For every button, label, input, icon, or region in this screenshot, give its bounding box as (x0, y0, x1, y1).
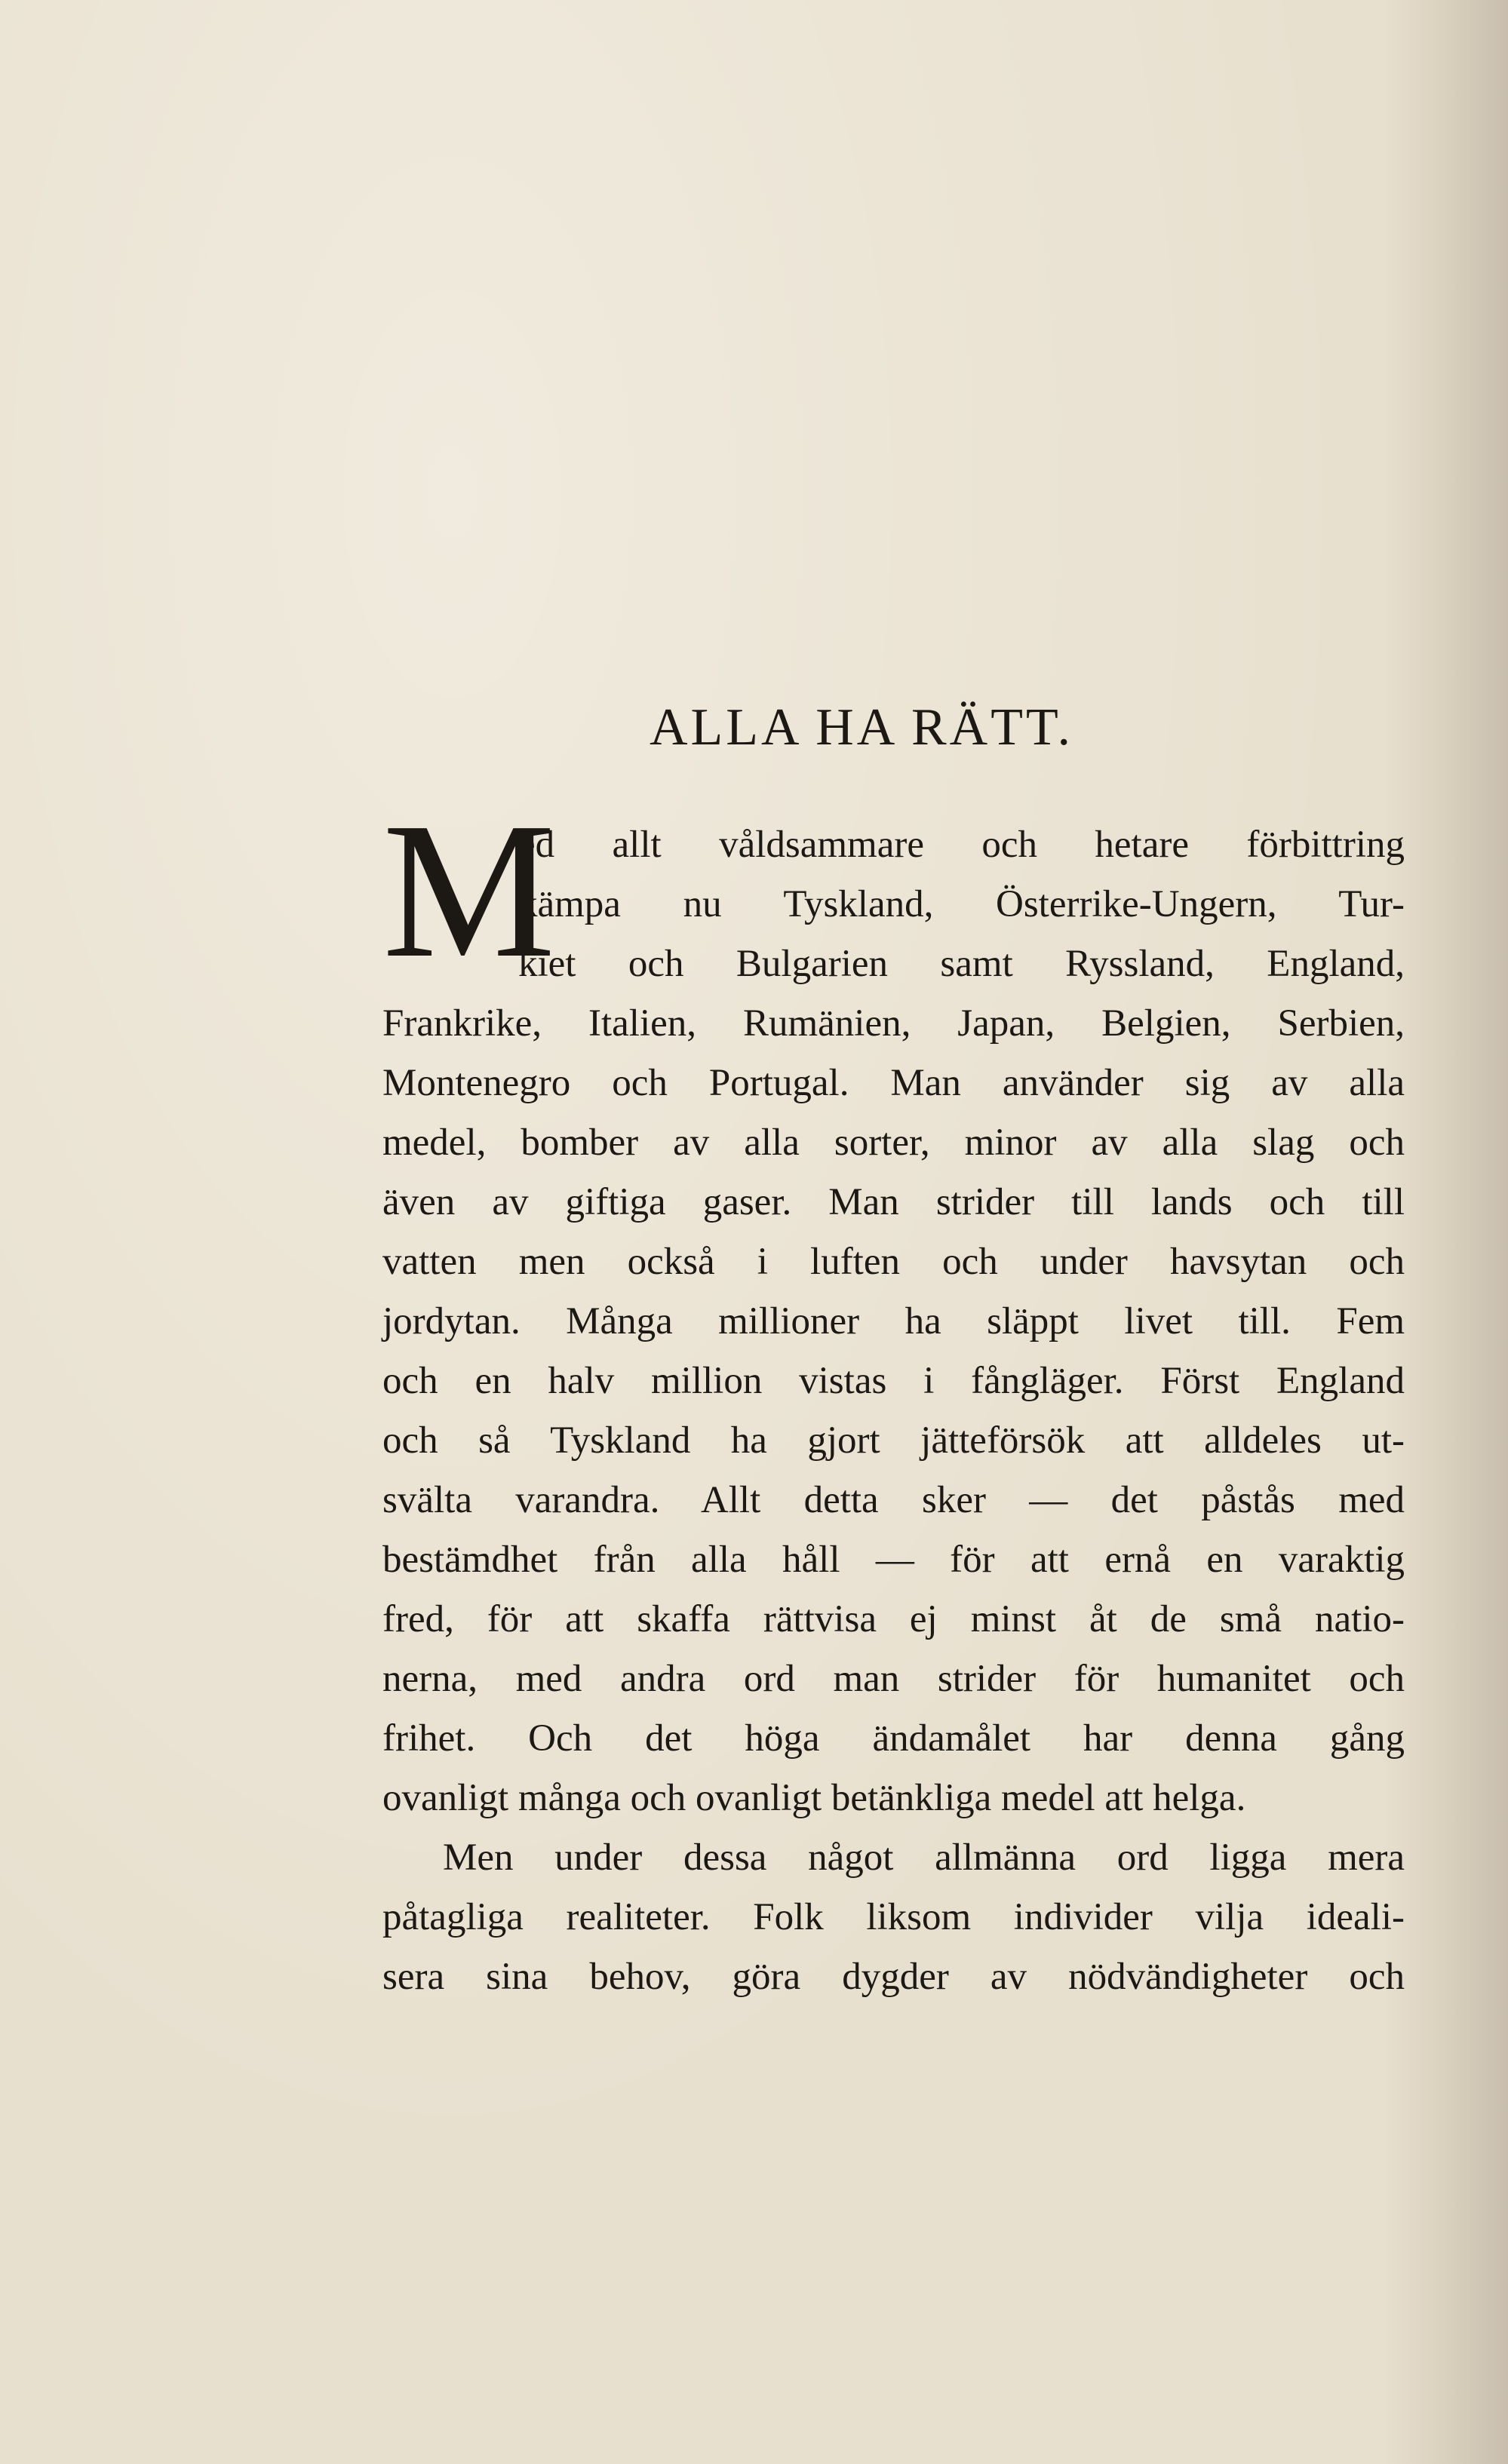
text-line: och så Tyskland ha gjort jätteförsök att alldeles ut- (382, 1419, 1405, 1462)
paragraph-2 (382, 1828, 1405, 2007)
text-line: Frankrike, Italien, Rumänien, Japan, Belgien, Serbien, (382, 1002, 1405, 1045)
body-text (382, 782, 1405, 2007)
text-line: bestämdhet från alla håll — för att ernå en varaktig (382, 1539, 1405, 1581)
text-line: medel, bomber av alla sorter, minor av alla slag och (382, 1122, 1405, 1164)
text-line: kiet och Bulgarien samt Ryssland, England, (518, 943, 1405, 985)
text-line: och en halv million vistas i fångläger. Först England (382, 1360, 1405, 1402)
drop-cap: M (382, 782, 556, 998)
text-line: ovanligt många och ovanligt betänkliga medel att helga. (382, 1777, 1246, 1819)
text-line: vatten men också i luften och under havsytan och (382, 1241, 1405, 1283)
text-line: påtagliga realiteter. Folk liksom individer vilja ideali- (382, 1896, 1405, 1938)
text-line: frihet. Och det höga ändamålet har denna gång (382, 1717, 1405, 1760)
text-line: sera sina behov, göra dygder av nödvändigheter och (382, 1956, 1405, 1998)
text-line: Montenegro och Portugal. Man använder sig av alla (382, 1062, 1405, 1104)
text-line: nerna, med andra ord man strider för humanitet och (382, 1658, 1405, 1700)
chapter-title: ALLA HA RÄTT. (649, 698, 1074, 756)
text-line: fred, för att skaffa rättvisa ej minst åt de små natio- (382, 1598, 1405, 1640)
text-line: svälta varandra. Allt detta sker — det påstås med (382, 1479, 1405, 1521)
text-line: jordytan. Många millioner ha släppt livet till. Fem (382, 1300, 1405, 1342)
text-line: även av giftiga gaser. Man strider till lands och till (382, 1181, 1405, 1223)
text-line: ed allt våldsammare och hetare förbittring (518, 824, 1405, 866)
text-line: kämpa nu Tyskland, Österrike-Ungern, Tur- (518, 883, 1405, 925)
text-line: Men under dessa något allmänna ord ligga mera (443, 1836, 1405, 1879)
paragraph-1 (382, 782, 1405, 1828)
